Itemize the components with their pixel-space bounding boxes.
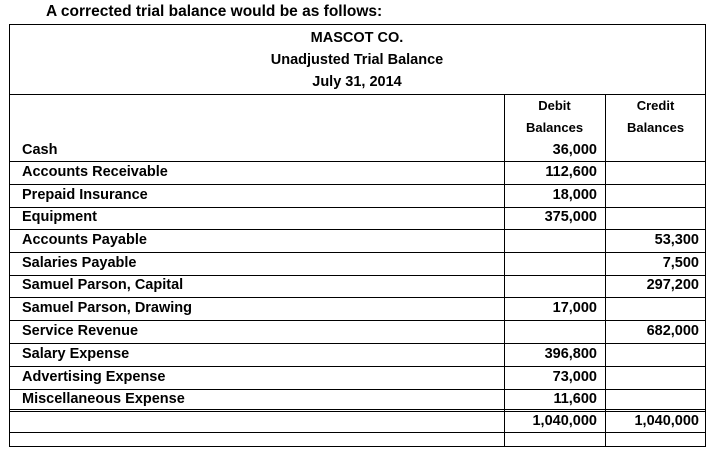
debit-header-line2: Balances xyxy=(525,120,584,135)
account-name: Equipment xyxy=(22,209,97,225)
debit-amount: 112,600 xyxy=(545,164,597,180)
credit-column-left-rule xyxy=(605,94,606,447)
intro-text: A corrected trial balance would be as follows: xyxy=(46,3,383,20)
statement-date: July 31, 2014 xyxy=(312,74,402,90)
account-name: Miscellaneous Expense xyxy=(22,391,185,407)
debit-column-left-rule xyxy=(504,94,505,447)
row-divider xyxy=(9,229,706,230)
row-divider xyxy=(9,389,706,390)
company-name: MASCOT CO. xyxy=(310,30,404,46)
credit-amount: 297,200 xyxy=(646,277,699,293)
credit-amount: 7,500 xyxy=(662,255,699,271)
total-credit: 1,040,000 xyxy=(634,413,699,429)
account-name: Samuel Parson, Capital xyxy=(22,277,184,293)
account-name: Advertising Expense xyxy=(22,369,166,385)
total-rule-top xyxy=(9,409,706,410)
debit-amount: 375,000 xyxy=(544,209,597,225)
row-divider xyxy=(9,343,706,344)
debit-header-line1: Debit xyxy=(538,98,571,113)
total-rule-bottom xyxy=(9,411,706,412)
debit-amount: 396,800 xyxy=(544,346,597,362)
debit-amount: 36,000 xyxy=(552,142,597,158)
account-name: Samuel Parson, Drawing xyxy=(22,300,193,316)
row-divider xyxy=(9,297,706,298)
credit-amount: 53,300 xyxy=(654,232,699,248)
debit-amount: 11,600 xyxy=(553,391,597,407)
account-name: Prepaid Insurance xyxy=(22,187,148,203)
debit-amount: 17,000 xyxy=(552,300,597,316)
debit-amount: 73,000 xyxy=(552,369,597,385)
total-debit: 1,040,000 xyxy=(532,413,597,429)
account-name: Accounts Receivable xyxy=(22,164,168,180)
row-divider xyxy=(9,207,706,208)
header-divider xyxy=(9,94,706,95)
row-divider xyxy=(9,275,706,276)
totals-divider xyxy=(9,432,706,433)
statement-title: Unadjusted Trial Balance xyxy=(270,52,444,68)
row-divider xyxy=(9,161,706,162)
account-name: Salary Expense xyxy=(22,346,130,362)
debit-amount: 18,000 xyxy=(552,187,597,203)
credit-header-line2: Balances xyxy=(626,120,685,135)
account-name: Salaries Payable xyxy=(22,255,137,271)
row-divider xyxy=(9,320,706,321)
credit-amount: 682,000 xyxy=(646,323,699,339)
row-divider xyxy=(9,252,706,253)
account-name: Cash xyxy=(22,142,58,158)
account-name: Accounts Payable xyxy=(22,232,147,248)
row-divider xyxy=(9,184,706,185)
account-name: Service Revenue xyxy=(22,323,139,339)
credit-header-line1: Credit xyxy=(636,98,675,113)
row-divider xyxy=(9,366,706,367)
